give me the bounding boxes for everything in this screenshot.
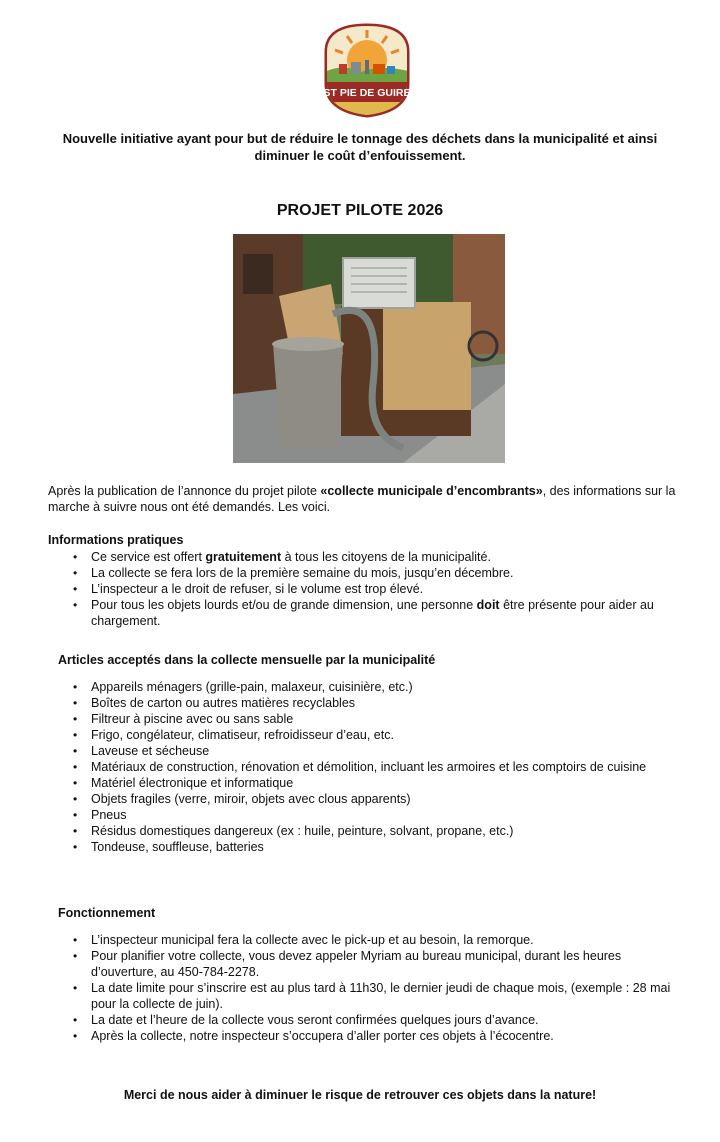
list-item: • Pneus [72, 807, 672, 823]
list-item-bold: doit [476, 598, 500, 612]
info-section-title: Informations pratiques [48, 533, 184, 547]
list-item-bold: gratuitement [205, 550, 282, 564]
list-item: • Objets fragiles (verre, miroir, objets avec clous apparents) [72, 791, 672, 807]
list-item-text: être présente pour aider au chargement. [91, 598, 654, 628]
list-item-text: à tous les citoyens de la municipalité. [281, 550, 491, 564]
list-item: • Boîtes de carton ou autres matières recyclables [72, 695, 672, 711]
para-text-before: Après la publication de l’annonce du projet pilote [48, 484, 321, 498]
list-item: • Pour planifier votre collecte, vous devez appeler Myriam au bureau municipal, durant les heures d’ouverture, au 450-784-2278. [72, 948, 672, 980]
list-item: • Appareils ménagers (grille-pain, malaxeur, cuisinière, etc.) [72, 679, 672, 695]
list-item: • Frigo, congélateur, climatiseur, refroidisseur d’eau, etc. [72, 727, 672, 743]
articles-list [72, 679, 672, 855]
municipal-logo [321, 22, 413, 118]
logo-text: ST PIE DE GUIRE [323, 87, 411, 99]
list-item: • Tondeuse, souffleuse, batteries [72, 839, 672, 855]
list-item [72, 549, 672, 565]
list-item-text: Pour tous les objets lourds et/ou de grande dimension, une personne [91, 598, 477, 612]
list-item [72, 597, 672, 629]
list-item: • La date et l’heure de la collecte vous seront confirmées quelques jours d’avance. [72, 1012, 672, 1028]
list-item: • Résidus domestiques dangereux (ex : huile, peinture, solvant, propane, etc.) [72, 823, 672, 839]
info-list [72, 549, 672, 629]
articles-section-title: Articles acceptés dans la collecte mensuelle par la municipalité [58, 653, 436, 667]
list-item: • La date limite pour s’inscrire est au plus tard à 11h30, le dernier jeudi de chaque mois, (exemple : 28 mai pour la collecte de juin). [72, 980, 672, 1012]
list-item: • Matériel électronique et informatique [72, 775, 672, 791]
list-item: • L’inspecteur municipal fera la collecte avec le pick-up et au besoin, la remorque. [72, 932, 672, 948]
list-item: • Filtreur à piscine avec ou sans sable [72, 711, 672, 727]
page-title: PROJET PILOTE 2026 [276, 202, 444, 219]
fonctionnement-list [72, 932, 672, 1044]
list-item: • La collecte se fera lors de la première semaine du mois, jusqu’en décembre. [72, 565, 672, 581]
list-item: • Matériaux de construction, rénovation et démolition, incluant les armoires et les comptoirs de cuisine [72, 759, 672, 775]
list-item: • L’inspecteur a le droit de refuser, si le volume est trop élevé. [72, 581, 672, 597]
list-item: • Après la collecte, notre inspecteur s’occupera d’aller porter ces objets à l’écocentre. [72, 1028, 672, 1044]
intro-text: Nouvelle initiative ayant pour but de réduire le tonnage des déchets dans la municipalité et ainsi diminuer le coût d’enfouissement. [62, 131, 658, 163]
list-item-text: Ce service est offert [91, 550, 206, 564]
fonctionnement-section-title: Fonctionnement [58, 906, 156, 920]
closing-message: Merci de nous aider à diminuer le risque de retrouver ces objets dans la nature! [123, 1088, 597, 1102]
intro-paragraph [48, 483, 688, 515]
bulky-items-photo [233, 234, 505, 463]
para-text-bold: «collecte municipale d’encombrants» [320, 484, 543, 498]
list-item: • Laveuse et sécheuse [72, 743, 672, 759]
para-text-after: , des informations sur la marche à suivre nous ont été demandés. Les voici. [48, 484, 676, 514]
